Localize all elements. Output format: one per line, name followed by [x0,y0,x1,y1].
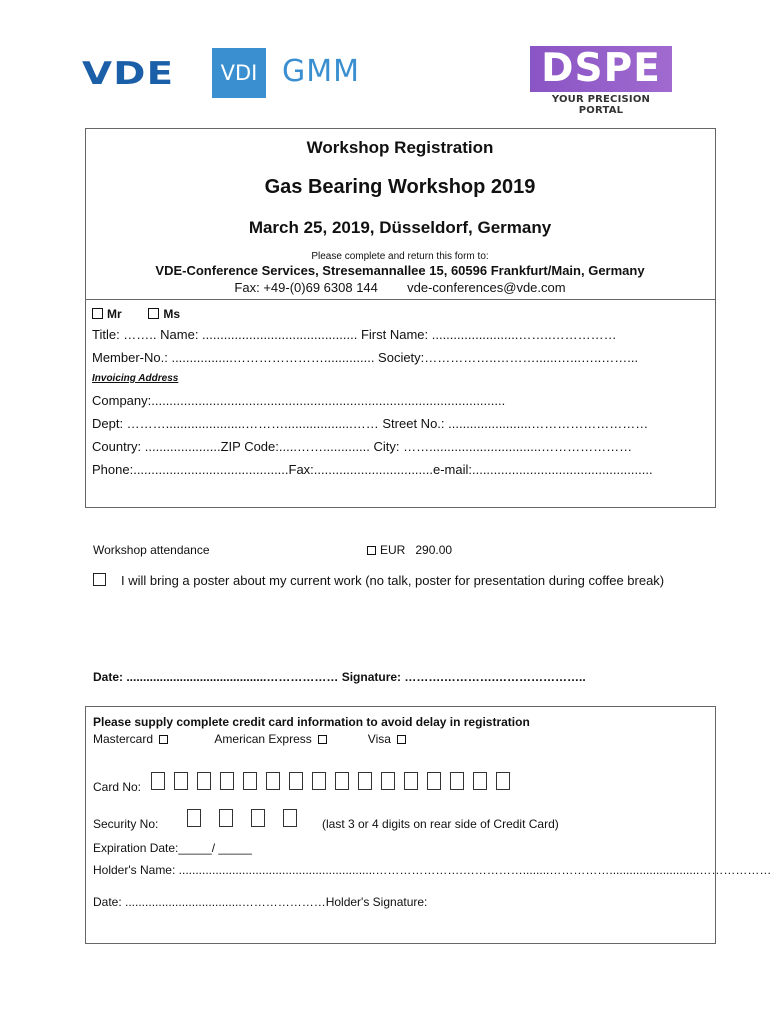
security-no-label: Security No: [93,817,159,831]
amex-checkbox[interactable] [318,735,327,744]
security-digit-box[interactable] [283,809,297,827]
mastercard-label: Mastercard [93,732,154,746]
company-field[interactable]: Company:.................................................................................................. [92,393,506,408]
amex-label: American Express [214,732,312,746]
card-digit-box[interactable] [243,772,257,790]
security-digit-box[interactable] [219,809,233,827]
ms-label: Ms [163,307,181,321]
contact-line [85,280,715,295]
header-divider [85,299,716,300]
vdi-logo [212,48,266,98]
workshop-title: Gas Bearing Workshop 2019 [264,176,536,198]
return-instruction: Please complete and return this form to: [311,251,489,262]
vde-logo: VDE [82,56,175,92]
card-digit-box[interactable] [197,772,211,790]
card-digit-box[interactable] [358,772,372,790]
invoicing-address-label: Invoicing Address [92,373,179,384]
holder-name-field[interactable]: Holder's Name: ...........................................................………………….……………........……………...........................……………… [93,863,771,877]
title-name-field[interactable]: Title: …….. Name: ........................................... First Name: ........................……..…………… [92,327,617,342]
dspe-tagline: YOUR PRECISION PORTAL [551,94,651,116]
fee-amount: 290.00 [415,543,453,557]
gmm-logo: GMM [282,54,361,89]
mr-checkbox[interactable] [92,308,103,319]
card-digit-box[interactable] [289,772,303,790]
card-digit-box[interactable] [266,772,280,790]
card-number-input[interactable] [151,772,521,790]
card-digit-box[interactable] [220,772,234,790]
ms-checkbox[interactable] [148,308,159,319]
dept-street-field[interactable]: Dept: ………......................………...................…… Street No.: .......................……………………… [92,416,649,431]
country-zip-city-field[interactable]: Country: .....................ZIP Code:.....……............. City: ……...............................………………… [92,439,633,454]
date-signature-field[interactable]: Date: ..........................................……………… Signature: ……….………….………………….. [93,670,586,684]
vdi-logo-text: VDI [220,61,258,85]
security-number-input[interactable] [187,809,307,827]
card-digit-box[interactable] [427,772,441,790]
fax-number: Fax: +49-(0)69 6308 144 [234,280,378,295]
mastercard-checkbox[interactable] [159,735,168,744]
date-location: March 25, 2019, Düsseldorf, Germany [248,218,552,237]
member-society-field[interactable]: Member-No.: .................………………….............. Society:……………..………......…...…..……... [92,350,639,365]
dspe-logo: DSPE [530,46,672,92]
security-digit-box[interactable] [187,809,201,827]
card-digit-box[interactable] [473,772,487,790]
workshop-registration-heading: Workshop Registration [306,138,494,157]
poster-checkbox[interactable] [93,573,106,586]
poster-text: I will bring a poster about my current work (no talk, poster for presentation during coffee break) [121,573,665,588]
credit-card-heading: Please supply complete credit card information to avoid delay in registration [93,715,530,729]
fee-currency: EUR [380,543,406,557]
card-digit-box[interactable] [335,772,349,790]
contact-email[interactable]: vde-conferences@vde.com [407,280,566,295]
workshop-attendance-label: Workshop attendance [93,543,210,557]
attendance-checkbox[interactable] [367,546,376,555]
card-digit-box[interactable] [151,772,165,790]
card-type-row [93,732,410,746]
phone-fax-email-field[interactable]: Phone:...........................................Fax:.................................e-mail:.................................................. [92,462,653,477]
security-digit-box[interactable] [251,809,265,827]
card-digit-box[interactable] [404,772,418,790]
return-address: VDE-Conference Services, Stresemannallee 15, 60596 Frankfurt/Main, Germany [155,263,645,278]
attendance-fee [367,543,452,557]
visa-label: Visa [367,732,391,746]
salutation-row [92,307,180,321]
mr-label: Mr [107,307,122,321]
card-digit-box[interactable] [174,772,188,790]
card-digit-box[interactable] [450,772,464,790]
card-digit-box[interactable] [312,772,326,790]
card-no-label: Card No: [93,780,142,794]
security-note: (last 3 or 4 digits on rear side of Credit Card) [322,817,559,831]
card-digit-box[interactable] [381,772,395,790]
expiration-date-field[interactable]: Expiration Date:_____/ _____ [93,841,252,855]
date-holder-signature-field[interactable]: Date: ...................................…………………Holder's Signature: [93,895,428,909]
card-digit-box[interactable] [496,772,510,790]
visa-checkbox[interactable] [397,735,406,744]
